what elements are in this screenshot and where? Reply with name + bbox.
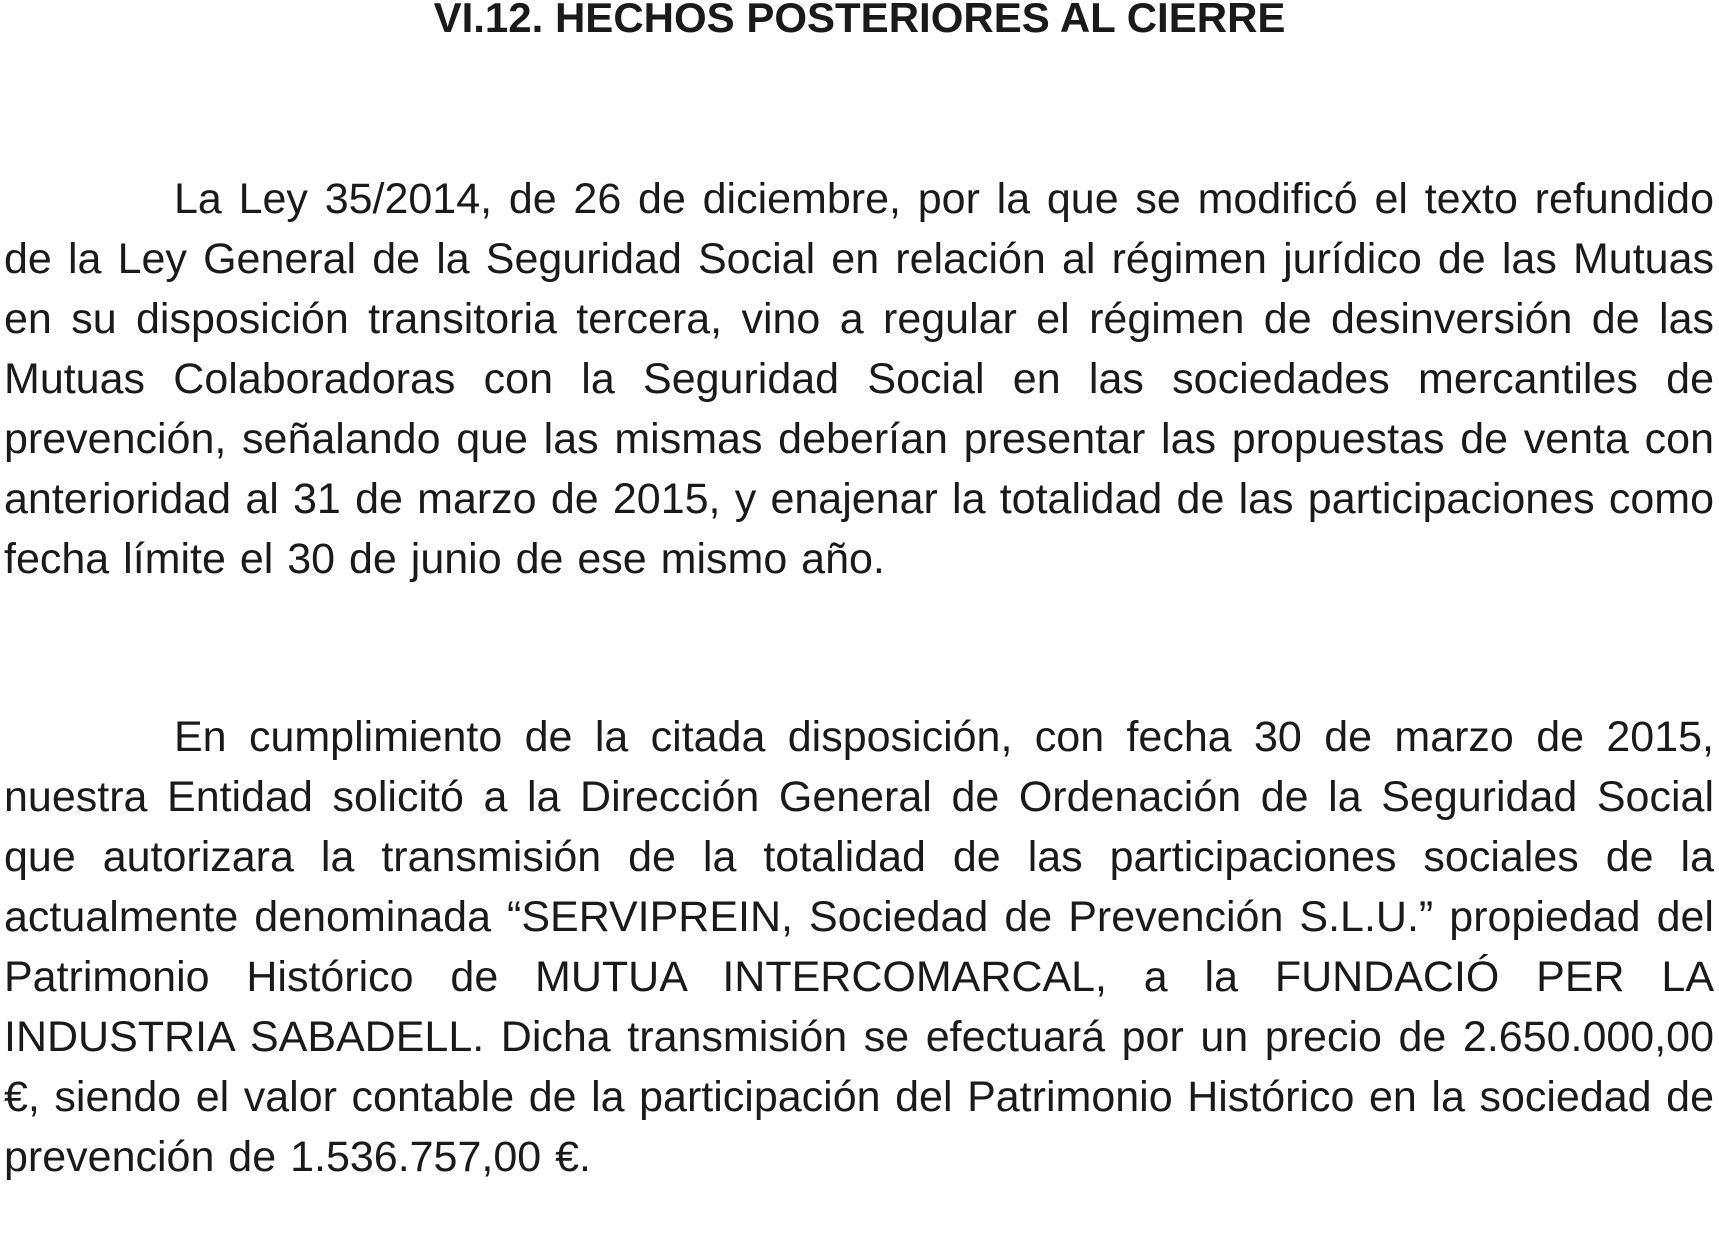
paragraph-ley-35-2014: La Ley 35/2014, de 26 de diciembre, por la que se modificó el texto refundido de la Ley General de la Seguridad Social en relación al régimen jurídico de las Mutuas en su disposición transitoria tercera, vino a regular el régimen de desinversión de las Mutuas Colaboradoras con la Seguridad Social en las sociedades mercantiles de prevención, señalando que las mismas deberían presentar las propuestas de venta con anterioridad al 31 de marzo de 2015, y enajenar la totalidad de las participaciones como fecha límite el 30 de junio de ese mismo año. [4, 175, 1714, 583]
paragraph-cumplimiento: En cumplimiento de la citada disposición, con fecha 30 de marzo de 2015, nuestra Entidad solicitó a la Dirección General de Ordenación de la Seguridad Social que autorizara la transmisión de la totalidad de las participaciones sociales de la actualmente denominada “SERVIPREIN, Sociedad de Prevención S.L.U.” propiedad del Patrimonio Histórico de MUTUA INTERCOMARCAL, a la FUNDACIÓ PER LA INDUSTRIA SABADELL. Dicha transmisión se efectuará por un precio de 2.650.000,00 €, siendo el valor contable de la participación del Patrimonio Histórico en la sociedad de prevención de 1.536.757,00 €. [4, 713, 1714, 1181]
section-title: VI.12. HECHOS POSTERIORES AL CIERRE [433, 0, 1286, 41]
